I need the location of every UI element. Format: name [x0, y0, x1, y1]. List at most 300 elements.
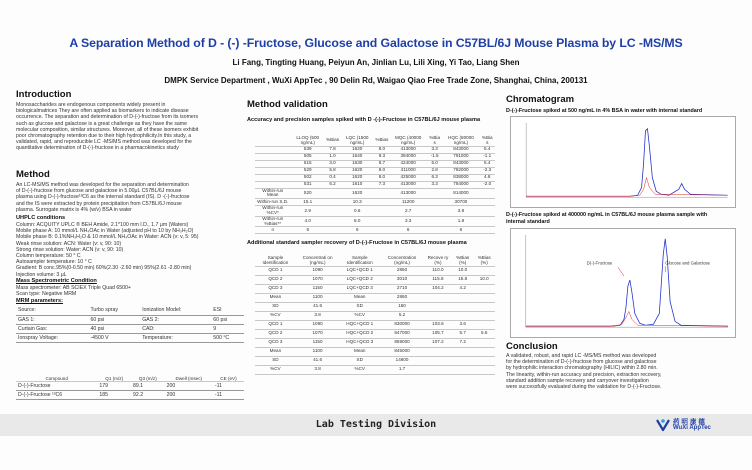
table-cell: [473, 347, 495, 356]
table-cell: [452, 347, 474, 356]
table-cell: 150: [380, 302, 424, 311]
table-cell: -11: [213, 391, 244, 400]
table-cell: [473, 365, 495, 374]
table-row: [255, 329, 495, 338]
table-cell: [427, 206, 442, 217]
table-header-cell: Concentration (ng/mL): [380, 256, 424, 266]
introduction-line: occurrence. The separation and determination of D-(-)-fructose from its isomers: [16, 114, 199, 121]
table-cell: [427, 188, 442, 199]
table-cell: 502: [290, 174, 325, 181]
table-cell: [480, 188, 496, 199]
table-cell: Within-run S.D.: [255, 199, 290, 206]
table-cell: [255, 167, 290, 174]
mrm-row: [16, 333, 244, 342]
table-cell: [325, 188, 340, 199]
table-cell: QCD 3: [255, 338, 296, 347]
table-cell: Within-run %CV*: [255, 206, 290, 217]
table-cell: 847000: [380, 329, 424, 338]
uhplc-line: Autosampler temperature: 10 ° C: [16, 259, 92, 266]
ms-heading: Mass Spectrometric Condition: [16, 278, 97, 284]
introduction-line: molecular composition, similar structures. Moreover, all of these isomers exhibit: [16, 126, 199, 133]
table-cell: 3010: [380, 275, 424, 284]
conclusion-line: were successfully evaluated during the validation for D-(-)-Fructose.: [506, 384, 662, 391]
table-cell: 6.0: [427, 160, 442, 167]
table-cell: 782000: [442, 167, 479, 174]
table-cell: 10.0: [473, 275, 495, 284]
table-cell: 531: [290, 181, 325, 188]
table-cell: Source:: [16, 306, 88, 315]
table-cell: 1620: [340, 167, 374, 174]
table-row: [255, 284, 495, 293]
table-cell: [473, 293, 495, 302]
uhplc-line: Column: ACQUITY UPLC ® BEH Amide, 2.1*100 mm I.D., 1.7 μm (Waters): [16, 222, 189, 228]
table-cell: [374, 188, 389, 199]
table-cell: [255, 146, 290, 153]
table-cell: 3.8: [296, 365, 340, 374]
table-cell: 3.8: [296, 311, 340, 320]
table-cell: HQC+QCD 2: [339, 329, 380, 338]
method-text: [16, 182, 241, 213]
ms-text: [16, 285, 241, 297]
table-cell: [374, 199, 389, 206]
table-cell: [480, 199, 496, 206]
table-header-cell: HQC (80000 ng/mL): [442, 136, 479, 146]
table-cell: 2860: [380, 293, 424, 302]
table-cell: [452, 302, 474, 311]
table-cell: [480, 227, 496, 234]
method-heading: Method: [16, 169, 50, 180]
table-cell: Mean: [339, 347, 380, 356]
peak-label-glucose-galactose: Glucose and Galactose: [665, 260, 711, 266]
affiliation-line: DMPK Service Department , WuXi AppTec , 90 Delin Rd, Waigao Qiao Free Trade Zone, Shanghai, China, 200131: [164, 76, 588, 85]
method-line: and the IS were extracted by protein precipitation from C57BL/6J mouse: [16, 200, 182, 207]
table-cell: CAD:: [140, 324, 211, 333]
chromatogram2-caption-a: D-(-)-Fructose spiked at 400000 ng/mL in C57BL/6J mouse plasma sample with: [506, 212, 708, 218]
table-cell: QCD 1: [255, 266, 296, 275]
table-cell: 6: [442, 227, 479, 234]
table-cell: SD: [255, 356, 296, 365]
table-cell: HQC+QCD 1: [339, 320, 380, 329]
table-cell: 413000: [389, 188, 427, 199]
table-header-row: [255, 136, 495, 146]
table-cell: 3.8: [442, 206, 479, 217]
table-cell: GAS 2:: [140, 315, 211, 324]
table-cell: 505: [290, 153, 325, 160]
table-header-cell: Dwell (msec): [165, 376, 213, 382]
table-cell: 784000: [442, 181, 479, 188]
table-cell: 1.8: [442, 216, 479, 227]
method-line: plasma using D-(-)-fructose¹³C6 as the internal standard (IS). D -(-)-fructose: [16, 194, 190, 201]
table-header-row: [255, 256, 495, 266]
table-cell: [480, 216, 496, 227]
table-cell: [325, 216, 340, 227]
table-cell: LQC+QCD 2: [339, 275, 380, 284]
table-row: [255, 174, 495, 181]
uhplc-line: Gradient: B conc.95%(0-0.50 min) 60%(2.30 -2.60 min) 95%(2.61 -2.80 min): [16, 265, 192, 272]
table-row: [255, 320, 495, 329]
table-cell: 830000: [380, 320, 424, 329]
table-cell: %CV: [339, 311, 380, 320]
table-cell: [325, 206, 340, 217]
table-cell: 9: [211, 324, 244, 333]
table-header-cell: Q3 (m/z): [131, 376, 165, 382]
uhplc-line: Mobile phase A: 10 mmol/L NH₄OAc in Water (adjusted pH to 10 by NH₃H₂O): [16, 228, 194, 235]
table-cell: %CV: [255, 311, 296, 320]
table-cell: -1.1: [480, 153, 496, 160]
uhplc-line: Column temperature: 50 ° C: [16, 253, 81, 260]
table-row: [255, 311, 495, 320]
table-cell: 8.7: [374, 160, 389, 167]
table-cell: 4.0: [290, 216, 325, 227]
table-cell: 843000: [442, 146, 479, 153]
table-cell: Within-run %Bias**: [255, 216, 290, 227]
table-cell: 105.7: [424, 329, 452, 338]
table-cell: 30700: [442, 199, 479, 206]
uhplc-text: [16, 222, 241, 278]
table-cell: 179: [97, 382, 131, 391]
table-cell: 11200: [389, 199, 427, 206]
table-cell: 110.0: [424, 266, 452, 275]
table-row: [255, 293, 495, 302]
table-cell: 40 psi: [88, 324, 140, 333]
table-cell: [374, 227, 389, 234]
conclusion-line: for the determination of D-(-)-fructose from glucose and galactose: [506, 359, 657, 366]
table1-caption: Accuracy and precision samples spiked with D -(-)-Fructose in C57BL/6J mouse plasma: [247, 117, 481, 123]
table-cell: 107.2: [424, 338, 452, 347]
conclusion-line: standard addition sample recovery and carryover investigation: [506, 377, 649, 384]
table-cell: 15.1: [290, 199, 325, 206]
table-cell: 791000: [442, 153, 479, 160]
table-cell: D-(-)-Fructose ¹³C6: [16, 391, 97, 400]
table-cell: 92.2: [131, 391, 165, 400]
table-cell: 15.8: [452, 275, 474, 284]
introduction-line: Monosaccharides are endogenous components widely present in: [16, 102, 166, 108]
table-header-cell: MQC (40000 ng/mL): [389, 136, 427, 146]
conclusion-heading: Conclusion: [506, 341, 558, 352]
table-cell: SD: [339, 356, 380, 365]
table-cell: Turbo spray: [88, 306, 140, 315]
table-cell: 8.0: [340, 216, 374, 227]
table-cell: [255, 160, 290, 167]
table-cell: QCD 1: [255, 320, 296, 329]
uhplc-line: Injection volume: 3 μL: [16, 271, 67, 278]
table-cell: 411000: [389, 167, 427, 174]
table-row: [255, 181, 495, 188]
table-cell: [374, 216, 389, 227]
table-cell: 5.7: [452, 329, 474, 338]
table-cell: 60 psi: [211, 315, 244, 324]
table-cell: %CV: [255, 365, 296, 374]
table-cell: 1610: [340, 181, 374, 188]
conclusion-line: The linearity, within-run accuracy and precision, extraction recovery,: [506, 371, 662, 378]
table-cell: 1150: [296, 284, 340, 293]
table-cell: 41.6: [296, 356, 340, 365]
table-cell: 424000: [389, 160, 427, 167]
table-cell: 14600: [380, 356, 424, 365]
table-cell: [452, 365, 474, 374]
conclusion-line: by hydrophilic interaction chromatography (HILIC) within 2.80 min.: [506, 365, 658, 372]
table-row: [255, 338, 495, 347]
table-cell: 529: [290, 167, 325, 174]
conclusion-line: A validated, robust, and rapid LC -MS/MS method was developed: [506, 353, 657, 359]
table-cell: [424, 347, 452, 356]
table-row: [255, 356, 495, 365]
table-cell: %CV: [339, 365, 380, 374]
table-cell: -4500 V: [88, 333, 140, 342]
table-cell: n: [255, 227, 290, 234]
introduction-line: biologicalmatrices They are often applied as biomarkers to indicate disease: [16, 108, 189, 115]
table-cell: [255, 153, 290, 160]
table-cell: Ionization Model:: [140, 306, 211, 315]
table-cell: [424, 311, 452, 320]
table-cell: 8.0: [374, 167, 389, 174]
compound-row: [16, 391, 244, 400]
peak-label-fructose: D(-)-Fructose: [586, 260, 613, 266]
table-cell: [473, 338, 495, 347]
table-cell: 2710: [380, 284, 424, 293]
table-cell: [473, 302, 495, 311]
table-cell: 3.3: [427, 181, 442, 188]
table-cell: QCD 2: [255, 275, 296, 284]
table-cell: 1100: [296, 293, 340, 302]
table-cell: [473, 284, 495, 293]
table-header-cell: Concentrati on (ng/mL): [296, 256, 340, 266]
table-cell: 7.8: [325, 146, 340, 153]
table-cell: GAS 1:: [16, 315, 88, 324]
table-cell: 394000: [389, 153, 427, 160]
table-cell: 859000: [380, 338, 424, 347]
table-cell: Mean: [339, 293, 380, 302]
table-cell: [374, 206, 389, 217]
table-cell: 6.2: [325, 181, 340, 188]
uhplc-heading: UHPLC conditions: [16, 215, 66, 221]
method-line: plasma. Surrogate matrix is 4% (w/v) BSA in water: [16, 206, 132, 213]
table-cell: [473, 311, 495, 320]
table-cell: 4.2: [452, 284, 474, 293]
table-cell: 3.3: [427, 146, 442, 153]
table-cell: 6: [389, 227, 427, 234]
table-header-cell: LQC (1500 ng/mL): [340, 136, 374, 146]
table-cell: 1630: [340, 160, 374, 167]
table-cell: 2.8: [427, 167, 442, 174]
table-cell: 515: [290, 160, 325, 167]
table-row: [255, 266, 495, 275]
table-cell: 2860: [380, 266, 424, 275]
table-cell: 539: [290, 146, 325, 153]
table-cell: [424, 356, 452, 365]
table-cell: 6: [340, 227, 374, 234]
table-row: [255, 160, 495, 167]
table-cell: 845000: [380, 347, 424, 356]
introduction-heading: Introduction: [16, 89, 72, 100]
compound-row: [16, 382, 244, 391]
table-row: [255, 216, 495, 227]
chromatogram1-caption: D-(-)-Fructose spiked at 500 ng/mL in 4% BSA in water with internal standard: [506, 108, 703, 114]
table-cell: 3.6: [452, 320, 474, 329]
chromatogram-heading: Chromatogram: [506, 94, 575, 105]
table-cell: 8.0: [374, 174, 389, 181]
accuracy-precision-table: [255, 136, 495, 234]
table-cell: -2.0: [480, 181, 496, 188]
table-cell: 425000: [389, 174, 427, 181]
table-cell: [427, 227, 442, 234]
table-cell: 1640: [340, 153, 374, 160]
table-header-cell: LLOQ (500 ng/mL): [290, 136, 325, 146]
table-cell: [424, 365, 452, 374]
table-cell: 520: [290, 188, 325, 199]
table-cell: [452, 293, 474, 302]
conclusion-text: [506, 353, 741, 390]
logo-text-en: WuXi AppTec: [673, 425, 711, 431]
table-header-cell: %Bias: [325, 136, 340, 146]
table-cell: [424, 293, 452, 302]
uhplc-line: Weak rinse solution: ACN: Water (v: v, 90: 10): [16, 240, 122, 247]
table-cell: 838000: [442, 174, 479, 181]
table-cell: 115.8: [424, 275, 452, 284]
table-header-cell: %Bia s: [427, 136, 442, 146]
validation-heading: Method validation: [247, 99, 328, 110]
table-cell: [473, 266, 495, 275]
table-cell: 7.3: [374, 181, 389, 188]
mrm-parameters-table: [16, 306, 244, 343]
table-cell: 103.6: [424, 320, 452, 329]
table-header-cell: %Bias (%): [452, 256, 474, 266]
table-cell: -11: [213, 382, 244, 391]
table-cell: 9.3: [374, 153, 389, 160]
table-cell: ESI: [211, 306, 244, 315]
table-cell: 185: [97, 391, 131, 400]
table-header-cell: CE (eV): [213, 376, 244, 382]
table-cell: [452, 356, 474, 365]
table-cell: -2.3: [480, 167, 496, 174]
table-cell: Mean: [255, 293, 296, 302]
table-cell: HQC+QCD 3: [339, 338, 380, 347]
table-cell: 10.3: [340, 199, 374, 206]
table-cell: [427, 216, 442, 227]
chromatogram-1: [510, 116, 736, 208]
introduction-line: validated, rapid, and reproducible LC -MS/MS method was developed for the: [16, 139, 192, 146]
table-cell: 500 °C: [211, 333, 244, 342]
table-cell: 5.4: [480, 146, 496, 153]
table-cell: 5.8: [325, 167, 340, 174]
recovery-table: [255, 256, 495, 375]
table-cell: 1090: [296, 266, 340, 275]
table-cell: 1150: [296, 338, 340, 347]
ms-line: Mass spectrometer: AB SCIEX Triple Quad 6500+: [16, 285, 131, 291]
table-cell: 104.2: [424, 284, 452, 293]
table-cell: [473, 320, 495, 329]
table-cell: SD: [255, 302, 296, 311]
table-cell: LQC+QCD 1: [339, 266, 380, 275]
table-cell: 8.0: [374, 146, 389, 153]
table-header-cell: %Bias: [374, 136, 389, 146]
table-cell: 1.0: [325, 153, 340, 160]
table-cell: 1620: [340, 146, 374, 153]
table-cell: LQC+QCD 3: [339, 284, 380, 293]
mrm-row: [16, 306, 244, 315]
table2-caption: Additional standard sampler recovery of D-(-)-Fructose in C57BL/6J mouse plasma: [247, 240, 467, 246]
table-cell: 1090: [296, 320, 340, 329]
table-cell: 3.3: [389, 216, 427, 227]
table-row: [255, 153, 495, 160]
chromatogram-2: [510, 228, 736, 338]
poster-title: A Separation Method of D - (-) -Fructose, Glucose and Galactose in C57BL/6J Mouse Plasma by LC -MS/MS: [69, 36, 683, 50]
table-cell: 413000: [389, 181, 427, 188]
table-cell: Within-run Mean: [255, 188, 290, 199]
footer-title: Lab Testing Division: [315, 419, 437, 430]
table-cell: 1.7: [380, 365, 424, 374]
table-cell: 5.4: [480, 160, 496, 167]
method-line: An LC-MS/MS method was developed for the separation and determination: [16, 182, 189, 188]
table-cell: [473, 356, 495, 365]
table-row: [255, 275, 495, 284]
table-header-cell: Compound: [16, 376, 97, 382]
table-cell: 5.2: [380, 311, 424, 320]
table-header-cell: Sample Identification: [339, 256, 380, 266]
table-row: [255, 365, 495, 374]
method-line: of D-(-)-fructose from glucose and galactose in 5.00μL C57BL/6J mouse: [16, 188, 182, 195]
table-row: [255, 302, 495, 311]
table-cell: 1620: [340, 174, 374, 181]
table-cell: Ionspray Voltage:: [16, 333, 88, 342]
table-cell: 2.9: [290, 206, 325, 217]
table-cell: 3.0: [325, 160, 340, 167]
table-row: [255, 188, 495, 199]
table-cell: 4.8: [480, 174, 496, 181]
table-row: [255, 146, 495, 153]
chromatogram2-caption-b: internal standard: [506, 219, 550, 225]
table-row: [255, 167, 495, 174]
table-cell: 5.5: [473, 329, 495, 338]
table-cell: QCD 3: [255, 284, 296, 293]
table-cell: Curtain Gas:: [16, 324, 88, 333]
table-cell: 2.7: [389, 206, 427, 217]
table-row: [255, 227, 495, 234]
introduction-text: [16, 102, 241, 152]
wuxi-apptec-logo: [655, 416, 715, 434]
table-cell: [480, 206, 496, 217]
table-cell: 89.1: [131, 382, 165, 391]
uhplc-line: Strong rinse solution: Water: ACN (v: v, 90: 10): [16, 246, 124, 253]
table-cell: 1070: [296, 275, 340, 284]
table-cell: D-(-)-Fructose: [16, 382, 97, 391]
table-cell: Mean: [255, 347, 296, 356]
table-cell: 6: [290, 227, 325, 234]
table-cell: [255, 174, 290, 181]
mrm-row: [16, 324, 244, 333]
table-cell: 60 psi: [88, 315, 140, 324]
table-cell: [452, 311, 474, 320]
table-header-cell: Sample Identification: [255, 256, 296, 266]
table-cell: 200: [165, 391, 213, 400]
table-cell: 843000: [442, 160, 479, 167]
table-cell: 814000: [442, 188, 479, 199]
mrm-heading: MRM parameters:: [16, 298, 63, 304]
table-cell: 10.0: [452, 266, 474, 275]
introduction-line: poor chromatography retention due to their high hydrophilicity.In this study, a: [16, 133, 192, 140]
authors-line: Li Fang, Tingting Huang, Peiyun An, Jinlian Lu, Lili Xing, Yi Tao, Liang Shen: [232, 58, 520, 67]
table-cell: 200: [165, 382, 213, 391]
table-cell: [325, 199, 340, 206]
table-cell: [424, 302, 452, 311]
mrm-row: [16, 315, 244, 324]
table-cell: [427, 199, 442, 206]
table-cell: QCD 2: [255, 329, 296, 338]
table-cell: Temperature:: [140, 333, 211, 342]
table-row: [255, 206, 495, 217]
table-cell: 0.4: [325, 174, 340, 181]
table-header-cell: %Bias (%): [473, 256, 495, 266]
